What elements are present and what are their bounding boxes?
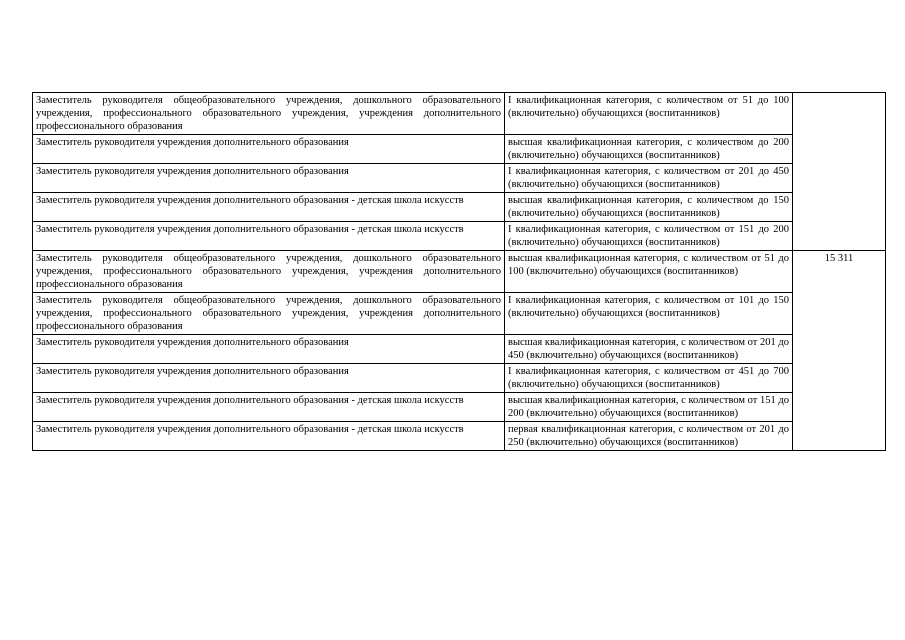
category-cell: высшая квалификационная категория, с количеством до 150 (включительно) обучающихся (воспитанников): [505, 193, 793, 222]
position-cell: Заместитель руководителя общеобразовательного учреждения, дошкольного образовательного учреждения, профессионального образовательного учреждения, учреждения дополнительного профессионального образования: [33, 251, 505, 293]
table-row: [33, 222, 886, 251]
position-cell: Заместитель руководителя учреждения дополнительного образования - детская школа искусств: [33, 393, 505, 422]
position-cell: Заместитель руководителя учреждения дополнительного образования - детская школа искусств: [33, 222, 505, 251]
salary-table: [32, 92, 886, 451]
position-cell: Заместитель руководителя учреждения дополнительного образования: [33, 364, 505, 393]
table-row: [33, 251, 886, 293]
table-row: [33, 93, 886, 135]
category-cell: I квалификационная категория, с количеством от 201 до 450 (включительно) обучающихся (воспитанников): [505, 164, 793, 193]
salary-cell-empty: [793, 93, 886, 251]
category-cell: первая квалификационная категория, с количеством от 201 до 250 (включительно) обучающихся (воспитанников): [505, 422, 793, 451]
table-row: [33, 422, 886, 451]
table-row: [33, 293, 886, 335]
category-cell: I квалификационная категория, с количеством от 101 до 150 (включительно) обучающихся (воспитанников): [505, 293, 793, 335]
table-row: [33, 335, 886, 364]
table-row: [33, 135, 886, 164]
category-cell: высшая квалификационная категория, с количеством от 51 до 100 (включительно) обучающихся (воспитанников): [505, 251, 793, 293]
salary-value-cell: 15 311: [793, 251, 886, 451]
table-row: [33, 193, 886, 222]
position-cell: Заместитель руководителя учреждения дополнительного образования: [33, 164, 505, 193]
position-cell: Заместитель руководителя учреждения дополнительного образования - детская школа искусств: [33, 193, 505, 222]
position-cell: Заместитель руководителя учреждения дополнительного образования: [33, 335, 505, 364]
position-cell: Заместитель руководителя общеобразовательного учреждения, дошкольного образовательного учреждения, профессионального образовательного учреждения, учреждения дополнительного профессионального образования: [33, 93, 505, 135]
table-row: [33, 364, 886, 393]
category-cell: I квалификационная категория, с количеством от 151 до 200 (включительно) обучающихся (воспитанников): [505, 222, 793, 251]
position-cell: Заместитель руководителя учреждения дополнительного образования: [33, 135, 505, 164]
category-cell: высшая квалификационная категория, с количеством от 151 до 200 (включительно) обучающихся (воспитанников): [505, 393, 793, 422]
position-cell: Заместитель руководителя общеобразовательного учреждения, дошкольного образовательного учреждения, профессионального образовательного учреждения, учреждения дополнительного профессионального образования: [33, 293, 505, 335]
category-cell: высшая квалификационная категория, с количеством до 200 (включительно) обучающихся (воспитанников): [505, 135, 793, 164]
table-row: [33, 393, 886, 422]
position-cell: Заместитель руководителя учреждения дополнительного образования - детская школа искусств: [33, 422, 505, 451]
category-cell: I квалификационная категория, с количеством от 51 до 100 (включительно) обучающихся (воспитанников): [505, 93, 793, 135]
table-row: [33, 164, 886, 193]
category-cell: I квалификационная категория, с количеством от 451 до 700 (включительно) обучающихся (воспитанников): [505, 364, 793, 393]
category-cell: высшая квалификационная категория, с количеством от 201 до 450 (включительно) обучающихся (воспитанников): [505, 335, 793, 364]
